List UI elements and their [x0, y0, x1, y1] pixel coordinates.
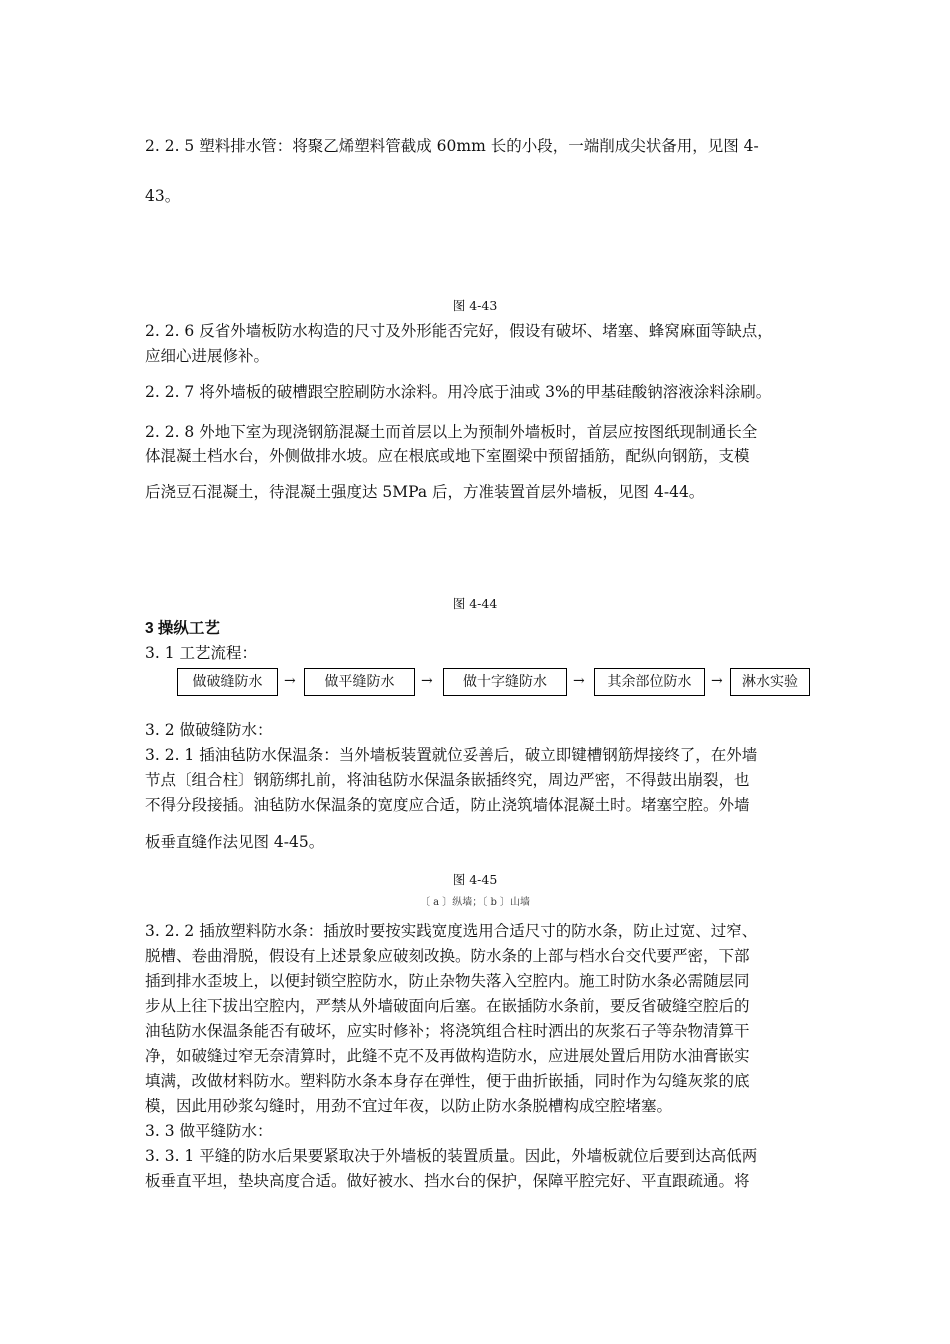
- text-line: 板垂直缝作法见图 4-45。: [145, 833, 325, 851]
- text-line: 节点〔组合柱〕钢筋绑扎前，将油毡防水保温条嵌插终究，周边严密，不得鼓出崩裂，也: [145, 771, 750, 789]
- section-heading-3: 3 操纵工艺: [145, 620, 220, 637]
- flow-step-5: 淋水实验: [730, 668, 810, 696]
- text-line: 43。: [145, 187, 181, 205]
- text-line: 步从上往下拔出空腔内，严禁从外墙破面向后塞。在嵌插防水条前，要反省破缝空腔后的: [145, 997, 750, 1015]
- text-line: 2. 2. 6 反省外墙板防水构造的尺寸及外形能否完好，假设有破坏、堵塞、蜂窝麻面等缺点，: [145, 322, 773, 340]
- text-line: 2. 2. 8 外地下室为现浇钢筋混凝土而首层以上为预制外墙板时，首层应按图纸现制通长全: [145, 423, 758, 441]
- text-line: 模，因此用砂浆勾缝时，用劲不宜过年夜，以防止防水条脱槽构成空腔堵塞。: [145, 1097, 673, 1115]
- paragraph-2-2-7: 2. 2. 7 将外墙板的破槽跟空腔刷防水涂料。用冷底于油或 3%的甲基硅酸钠溶液涂料涂刷。: [145, 383, 772, 401]
- flow-step-1: 做破缝防水: [177, 668, 278, 696]
- figure-caption-4-44: 图 4-44: [452, 596, 498, 611]
- text-line: 板垂直平坦，垫块高度合适。做好被水、挡水台的保护，保障平腔完好、平直跟疏通。将: [145, 1172, 750, 1190]
- subheading-3-1: 3. 1 工艺流程：: [145, 644, 258, 662]
- text-line: 净，如破缝过窄无奈清算时，此缝不克不及再做构造防水，应进展处置后用防水油膏嵌实: [145, 1047, 750, 1065]
- text-line: 脱槽、卷曲滑脱，假设有上述景象应破刻改换。防水条的上部与档水台交代要严密，下部: [145, 947, 750, 965]
- text-line: 不得分段接插。油毡防水保温条的宽度应合适，防止浇筑墙体混凝土时。堵塞空腔。外墙: [145, 796, 750, 814]
- text-line: 体混凝土档水台，外侧做排水坡。应在根底或地下室圈梁中预留插筋，配纵向钢筋，支模: [145, 447, 750, 465]
- text-line: 油毡防水保温条能否有破坏，应实时修补；将浇筑组合柱时洒出的灰浆石子等杂物清算干: [145, 1022, 750, 1040]
- flow-arrow-icon: →: [711, 673, 723, 689]
- text-line: 2. 2. 5 塑料排水管：将聚乙烯塑料管截成 60mm 长的小段，一端削成尖状备用，见图 4-: [145, 137, 759, 155]
- subheading-3-3: 3. 3 做平缝防水：: [145, 1122, 273, 1140]
- text-line: 后浇豆石混凝土，待混凝土强度达 5MPa 后，方准装置首层外墙板，见图 4-44。: [145, 483, 705, 501]
- figure-caption-4-45: 图 4-45: [452, 872, 498, 887]
- flow-step-2: 做平缝防水: [304, 668, 415, 696]
- flow-step-3: 做十字缝防水: [443, 668, 567, 696]
- flow-arrow-icon: →: [284, 673, 296, 689]
- text-line: 3. 2. 1 插油毡防水保温条：当外墙板装置就位妥善后，破立即键槽钢筋焊接终了，在外墙: [145, 746, 758, 764]
- flow-arrow-icon: →: [573, 673, 585, 689]
- text-line: 3. 2. 2 插放塑料防水条：插放时要按实践宽度选用合适尺寸的防水条，防止过宽、过窄、: [145, 922, 758, 940]
- text-line: 填满，改做材料防水。塑料防水条本身存在弹性，便于曲折嵌插，同时作为勾缝灰浆的底: [145, 1072, 750, 1090]
- flow-step-4: 其余部位防水: [594, 668, 705, 696]
- subheading-3-2: 3. 2 做破缝防水：: [145, 721, 273, 739]
- text-line: 应细心进展修补。: [145, 347, 270, 365]
- text-line: 插到排水歪坡上，以便封锁空腔防水，防止杂物失落入空腔内。施工时防水条必需随层同: [145, 972, 750, 990]
- text-line: 3. 3. 1 平缝的防水后果要紧取决于外墙板的装置质量。因此，外墙板就位后要到达高低两: [145, 1147, 758, 1165]
- figure-caption-4-43: 图 4-43: [452, 298, 498, 313]
- figure-subcaption-4-45: 〔 a 〕纵墙；〔 b 〕山墙: [419, 897, 531, 908]
- flow-arrow-icon: →: [421, 673, 433, 689]
